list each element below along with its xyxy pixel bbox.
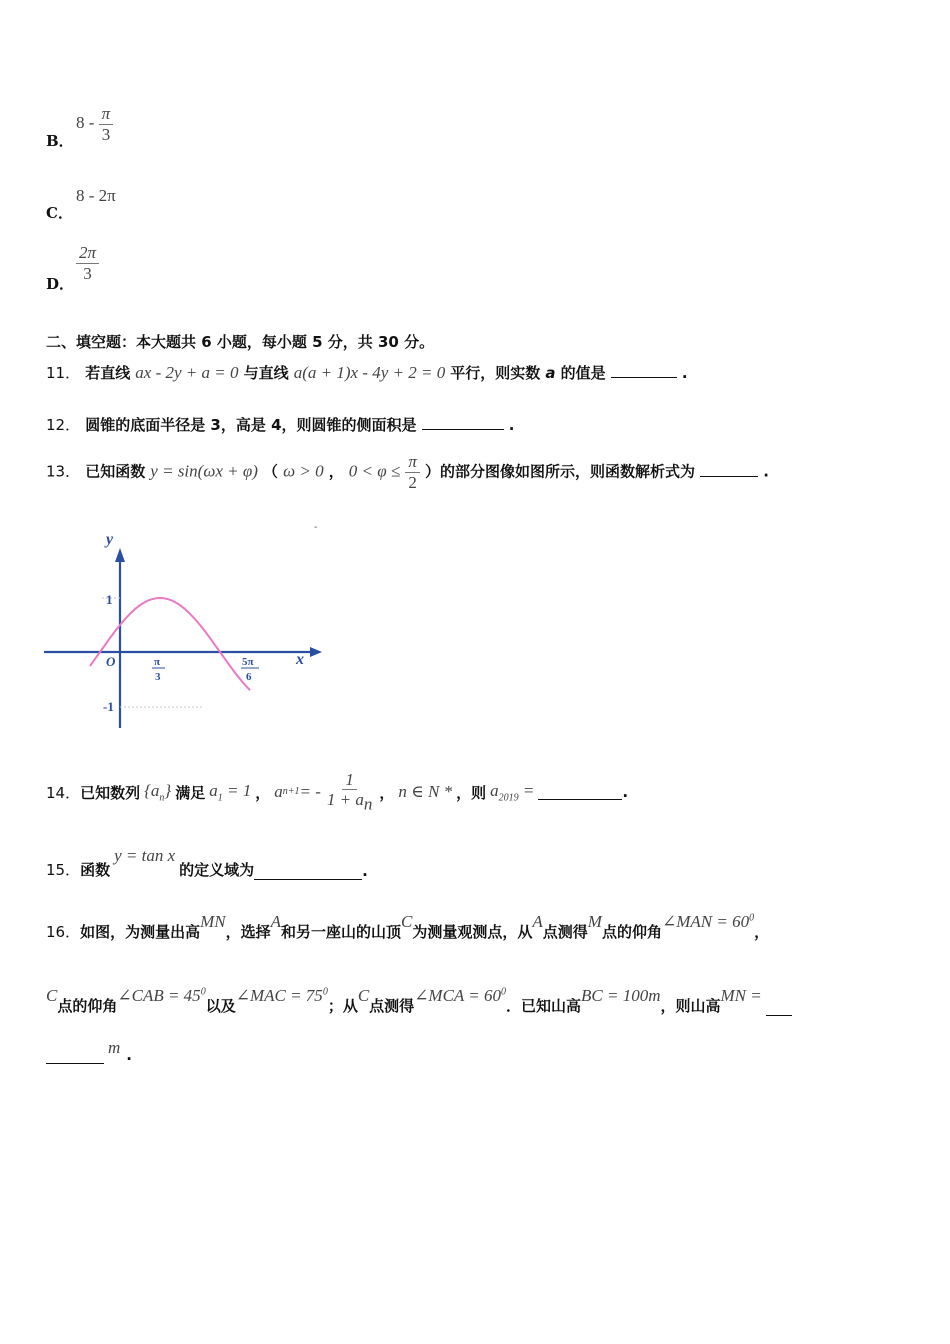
question-16-angle-cab-sup: 0 xyxy=(200,986,206,998)
question-14-text-4: ， xyxy=(379,783,395,802)
sine-curve xyxy=(90,598,250,690)
question-16-text-8: 点的仰角 xyxy=(57,997,118,1015)
question-16-point-c3: C xyxy=(357,986,370,1005)
question-16-text-5: 点测得 xyxy=(542,923,588,941)
question-16-text-3: 和另一座山的山顶 xyxy=(281,923,402,941)
question-14-init-a: a xyxy=(209,780,218,800)
question-13 xyxy=(46,452,769,492)
question-16-angle-mca-text: ∠MCA = 60 xyxy=(414,986,501,1005)
option-c-expression: 8 - 2π xyxy=(76,186,116,205)
sine-graph xyxy=(40,522,330,737)
question-13-phi-numerator: π xyxy=(405,452,420,473)
question-14-target xyxy=(490,781,534,803)
question-14-seq-sub: n xyxy=(159,792,165,804)
question-14-target-eq: = xyxy=(518,780,535,800)
question-14-text-5: ，则 xyxy=(456,783,487,802)
option-d-label: D． xyxy=(46,275,75,293)
question-14-init-rest: = 1 xyxy=(222,780,252,800)
question-16-end: . xyxy=(126,1046,132,1064)
option-d-expression xyxy=(76,243,99,283)
question-13-phi-denominator: 2 xyxy=(408,472,417,492)
section-title: 二、填空题：本大题共 6 小题，每小题 5 分，共 30 分。 xyxy=(46,333,435,351)
option-b-expression xyxy=(76,104,113,144)
question-16-text-4: 为测量观测点，从 xyxy=(412,923,533,941)
x-tick-pi-3-num: π xyxy=(154,656,161,668)
question-14-rec-sub: n+1 xyxy=(282,786,300,798)
question-14-text-1: 已知数列 xyxy=(80,783,141,802)
question-16-point-c2: C xyxy=(46,986,58,1005)
answer-blank-15[interactable] xyxy=(254,865,362,880)
question-16-text-13: ，则山高 xyxy=(660,997,721,1015)
question-12-text: 圆锥的底面半径是 3，高是 4，则圆锥的侧面积是 xyxy=(85,416,417,434)
question-14-init-sub: 1 xyxy=(217,792,223,804)
question-11-number: 11． xyxy=(46,364,81,382)
question-14-rec-den-left: 1 + a xyxy=(326,790,364,810)
question-16-text-10: ；从 xyxy=(327,997,358,1015)
question-16-text-7: ， xyxy=(754,923,770,941)
answer-blank-13[interactable] xyxy=(700,462,758,477)
x-axis-label: x xyxy=(296,651,304,668)
answer-blank-16-part-1[interactable] xyxy=(766,1001,792,1016)
question-14-rec-den-sub: n xyxy=(363,794,373,814)
question-11-line-1: ax - 2y + a = 0 xyxy=(135,363,239,382)
question-14 xyxy=(46,764,628,820)
question-14-initial xyxy=(209,781,251,803)
question-14-sequence: $\{a_n\}$ xyxy=(144,780,172,804)
question-13-phi-condition: 0 < φ ≤ xyxy=(348,461,401,481)
question-14-seq-a: a xyxy=(150,780,160,800)
question-14-target-sub: 2019 xyxy=(498,792,519,804)
question-16-line-1 xyxy=(46,908,769,942)
question-13-text-1: 已知函数 xyxy=(85,462,146,481)
question-14-rec-numerator: 1 xyxy=(342,770,357,791)
question-13-number: 13． xyxy=(46,462,81,481)
question-13-end: . xyxy=(763,462,769,481)
question-16-angle-mca-sup: 0 xyxy=(500,986,506,998)
question-13-omega-condition: ω > 0 xyxy=(283,461,324,481)
question-16-angle-cab xyxy=(117,986,205,1006)
option-d-denominator: 3 xyxy=(83,263,92,283)
question-14-rec-eq: = - xyxy=(299,781,321,801)
question-16-text-1: 如图，为测量出高 xyxy=(80,923,201,941)
option-b-fraction xyxy=(99,104,114,144)
question-12-end: . xyxy=(508,416,515,434)
question-12-number: 12． xyxy=(46,416,81,434)
question-16-angle-mac-sup: 0 xyxy=(322,986,328,998)
y-tick-1: 1 xyxy=(106,592,113,607)
question-13-function: y = sin(ωx + φ) xyxy=(150,461,258,481)
answer-blank-11[interactable] xyxy=(611,363,677,378)
question-15-function: y = tan x xyxy=(114,846,176,865)
question-16-number: 16． xyxy=(46,923,81,941)
question-15-text-1: 函数 xyxy=(80,861,111,879)
question-11-variable: a xyxy=(545,364,556,382)
x-tick-5pi-6-num: 5π xyxy=(242,656,254,668)
question-14-number: 14． xyxy=(46,783,81,802)
option-d-fraction xyxy=(76,243,99,283)
question-14-rec-a: a xyxy=(274,781,283,801)
question-16-text-11: 点测得 xyxy=(369,997,415,1015)
question-13-text-3: ， xyxy=(328,462,344,481)
option-b-denominator: 3 xyxy=(101,124,111,144)
x-tick-5pi-6-den: 6 xyxy=(246,671,252,683)
question-11-text-2: 与直线 xyxy=(243,364,289,382)
question-13-text-2: （ xyxy=(263,462,279,481)
question-12 xyxy=(46,414,514,435)
x-axis-arrow xyxy=(310,647,322,657)
question-16-angle-man-sup: 0 xyxy=(749,912,755,924)
answer-blank-14[interactable] xyxy=(538,785,622,800)
question-16-line-3 xyxy=(46,1038,132,1064)
question-16-unit: m xyxy=(108,1038,121,1057)
question-16-line-2 xyxy=(46,982,792,1016)
question-16-text-9: 以及 xyxy=(205,997,236,1015)
question-16-mn: MN xyxy=(200,912,226,931)
option-b-left: 8 - xyxy=(76,112,95,132)
question-16-angle-mca xyxy=(414,986,506,1006)
y-axis-arrow xyxy=(115,548,125,562)
question-15-number: 15． xyxy=(46,861,81,879)
question-16-angle-mac xyxy=(236,986,328,1006)
question-14-domain: n ∈ N * xyxy=(398,782,453,801)
question-11-text-3: 平行，则实数 xyxy=(450,364,541,382)
question-13-text-4: ）的部分图像如图所示，则函数解析式为 xyxy=(424,462,695,481)
question-16-mn-eq: MN = xyxy=(720,986,762,1005)
origin-label: O xyxy=(106,654,116,669)
question-14-rec-fraction xyxy=(324,770,375,814)
question-15-end: . xyxy=(362,862,368,880)
question-15-text-2: 的定义域为 xyxy=(179,861,255,879)
question-14-recurrence xyxy=(274,770,375,814)
stray-mark: - xyxy=(314,522,318,533)
question-11-end: . xyxy=(681,364,688,382)
y-axis-label: y xyxy=(106,531,114,548)
question-14-end: . xyxy=(622,783,629,801)
question-16-angle-mac-text: ∠MAC = 75 xyxy=(235,986,323,1005)
question-11-text-1: 若直线 xyxy=(85,364,131,382)
question-16-point-a2: A xyxy=(532,912,543,931)
answer-blank-12[interactable] xyxy=(422,415,504,430)
question-14-text-3: ， xyxy=(255,783,271,802)
question-11-text-4: 的值是 xyxy=(560,364,606,382)
question-16-point-m: M xyxy=(587,912,602,931)
y-tick-neg1: -1 xyxy=(103,699,114,714)
question-16-point-c: C xyxy=(401,912,413,931)
question-16-bc-height: BC = 100m xyxy=(581,986,661,1005)
option-c-label: C． xyxy=(46,204,73,222)
question-16-point-a: A xyxy=(270,912,282,931)
question-16-angle-cab-text: ∠CAB = 45 xyxy=(117,986,201,1005)
question-14-text-2: 满足 xyxy=(175,783,206,802)
question-11-line-2: a(a + 1)x - 4y + 2 = 0 xyxy=(293,363,446,382)
option-d-numerator: 2π xyxy=(76,243,99,264)
question-16-text-2: ，选择 xyxy=(225,923,271,941)
question-14-target-a: a xyxy=(490,780,499,800)
question-16-angle-man-text: ∠MAN = 60 xyxy=(661,912,750,931)
question-16-text-6: 点的仰角 xyxy=(601,923,662,941)
option-b-label: B． xyxy=(46,132,74,150)
answer-blank-16-part-2[interactable] xyxy=(46,1049,104,1064)
question-11 xyxy=(46,362,688,383)
option-b-numerator: π xyxy=(99,104,114,125)
question-16-angle-man xyxy=(662,912,754,932)
question-16-text-12: ．已知山高 xyxy=(505,997,581,1015)
question-15 xyxy=(46,846,368,880)
x-tick-pi-3-den: 3 xyxy=(155,671,161,683)
question-13-phi-fraction xyxy=(405,452,420,492)
